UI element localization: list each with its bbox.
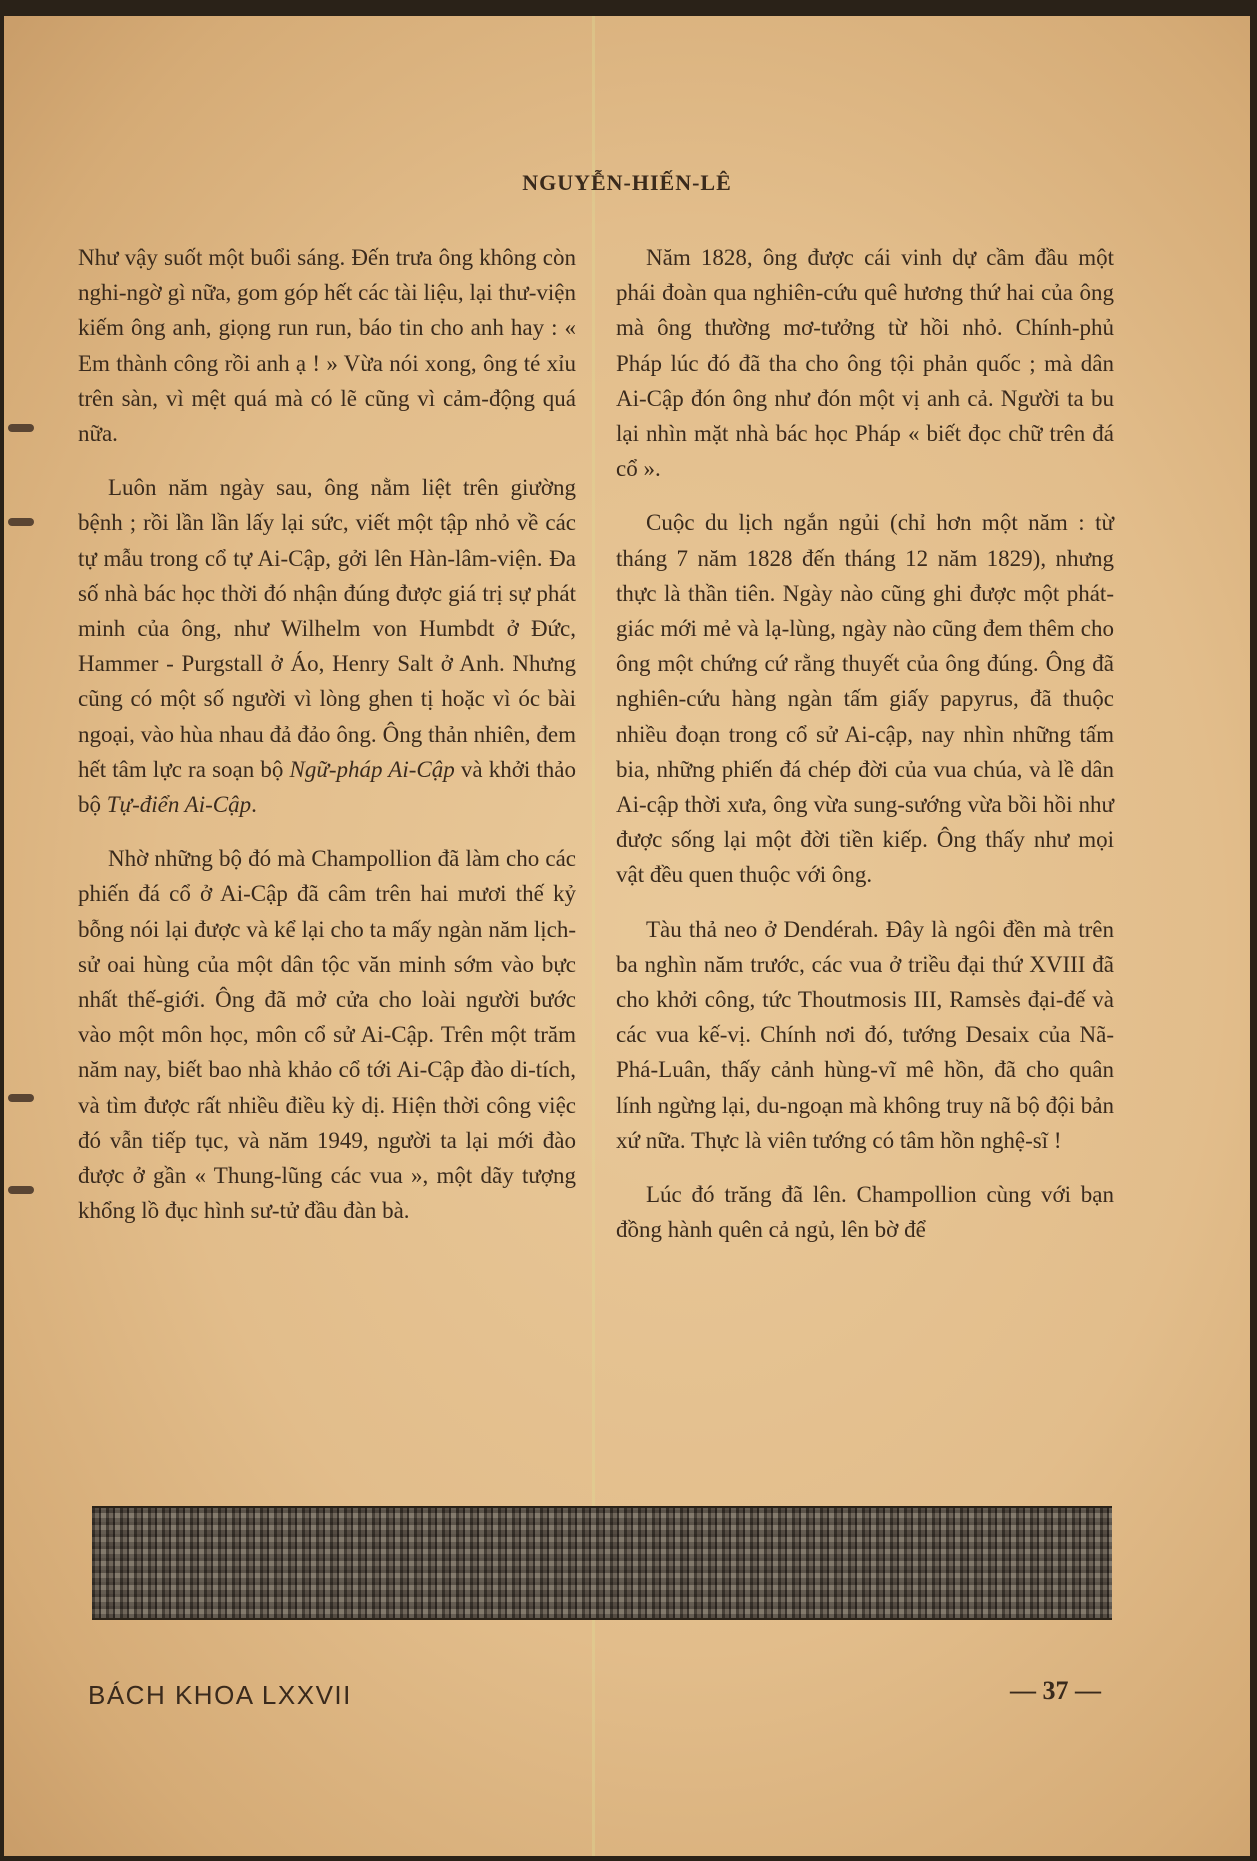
margin-mark bbox=[8, 424, 34, 432]
left-column bbox=[78, 240, 576, 1247]
margin-mark bbox=[8, 1094, 34, 1102]
margin-mark bbox=[8, 1186, 34, 1194]
paragraph: Cuộc du lịch ngắn ngủi (chỉ hơn một năm : từ tháng 7 năm 1828 đến tháng 12 năm 1829), nhưng thực là thần tiên. Ngày nào cũng ghi được một phát-giác mới mẻ và lạ-lùng, ngày nào cũng đem thêm cho ông một chứng cứ rằng thuyết của ông đúng. Ông đã nghiên-cứu hàng ngàn tấm giấy papyrus, đã thuộc nhiều đoạn trong cổ sử Ai-cập, nay nhìn những tấm bia, những phiến đá chép đời của vua chúa, và lề dân Ai-cập thời xưa, ông vừa sung-sướng vừa bồi hồi như được sống lại một đời tiền kiếp. Ông thấy như mọi vật đều quen thuộc với ông. bbox=[616, 510, 1114, 888]
magazine-page bbox=[4, 16, 1250, 1856]
paragraph: Tàu thả neo ở Dendérah. Đây là ngôi đền mà trên ba nghìn năm trước, các vua ở triều đại thứ XVIII đã cho khởi công, tức Thoutmosis III, Ramsès đại-đế và các vua kế-vị. Chính nơi đó, tướng Desaix của Nã-Phá-Luân, thấy cảnh hùng-vĩ mê hồn, đã cho quân lính ngừng lại, du-ngoạn mà không truy nã bộ đội bản xứ nữa. Thực là viên tướng có tâm hồn nghệ-sĩ ! bbox=[616, 916, 1114, 1153]
paragraph: Nhờ những bộ đó mà Champollion đã làm cho các phiến đá cổ ở Ai-Cập đã câm trên hai mươi thế kỷ bỗng nói lại được và kể lại cho ta mấy ngàn năm lịch-sử oai hùng của một dân tộc văn minh sớm vào bực nhất thế-giới. Ông đã mở cửa cho loài người bước vào một môn học, môn cổ sử Ai-Cập. Trên một trăm năm nay, biết bao nhà khảo cổ tới Ai-Cập đào di-tích, và tìm được rất nhiều điều kỳ dị. Hiện thời công việc đó vẫn tiếp tục, và năm 1949, người ta lại mới đào được ở gần « Thung-lũng các vua », một dãy tượng khổng lồ đục hình sư-tử đầu đàn bà. bbox=[78, 846, 576, 1224]
running-header-author: NGUYỄN-HIẾN-LÊ bbox=[522, 170, 732, 195]
paragraph: Luôn năm ngày sau, ông nằm liệt trên giường bệnh ; rồi lần lần lấy lại sức, viết một tập nhỏ về các tự mẫu trong cổ tự Ai-Cập, gởi lên Hàn-lâm-viện. Đa số nhà bác học thời đó nhận đúng được giá trị sự phát minh của ông, như Wilhelm von Humbdt ở Đức, Hammer - Purgstall ở Áo, Henry Salt ở Anh. Nhưng cũng có một số người vì lòng ghen tị hoặc vì óc bài ngoại, vào hùa nhau đả đảo ông. Ông thản nhiên, đem hết tâm lực ra soạn bộ Ngữ-pháp Ai-Cập và khởi thảo bộ Tự-điển Ai-Cập. bbox=[78, 475, 576, 818]
paragraph: Năm 1828, ông được cái vinh dự cầm đầu một phái đoàn qua nghiên-cứu quê hương thứ hai của ông mà ông thường mơ-tưởng từ hồi nhỏ. Chính-phủ Pháp lúc đó đã tha cho ông tội phản quốc ; mà dân Ai-Cập đón ông như đón một vị anh cả. Người ta bu lại nhìn mặt nhà bác học Pháp « biết đọc chữ trên đá cổ ». bbox=[616, 245, 1114, 482]
right-column bbox=[616, 240, 1114, 1266]
page-number: — 37 — bbox=[1010, 1676, 1101, 1705]
book-title: Ngữ-pháp Ai-Cập bbox=[289, 756, 455, 782]
magazine-issue: BÁCH KHOA LXXVII bbox=[88, 1680, 352, 1710]
book-title: Tự-điển Ai-Cập bbox=[106, 792, 252, 818]
paragraph: Lúc đó trăng đã lên. Champollion cùng với bạn đồng hành quên cả ngủ, lên bờ để bbox=[616, 1182, 1114, 1243]
paragraph: Như vậy suốt một buổi sáng. Đến trưa ông không còn nghi-ngờ gì nữa, gom góp hết các tài liệu, lại thư-viện kiếm ông anh, giọng run run, báo tin cho anh hay : « Em thành công rồi anh ạ ! » Vừa nói xong, ông té xỉu trên sàn, vì mệt quá mà có lẽ cũng vì cảm-động quá nữa. bbox=[78, 245, 576, 447]
hieroglyph-frieze-image bbox=[92, 1506, 1112, 1620]
margin-mark bbox=[8, 518, 34, 526]
